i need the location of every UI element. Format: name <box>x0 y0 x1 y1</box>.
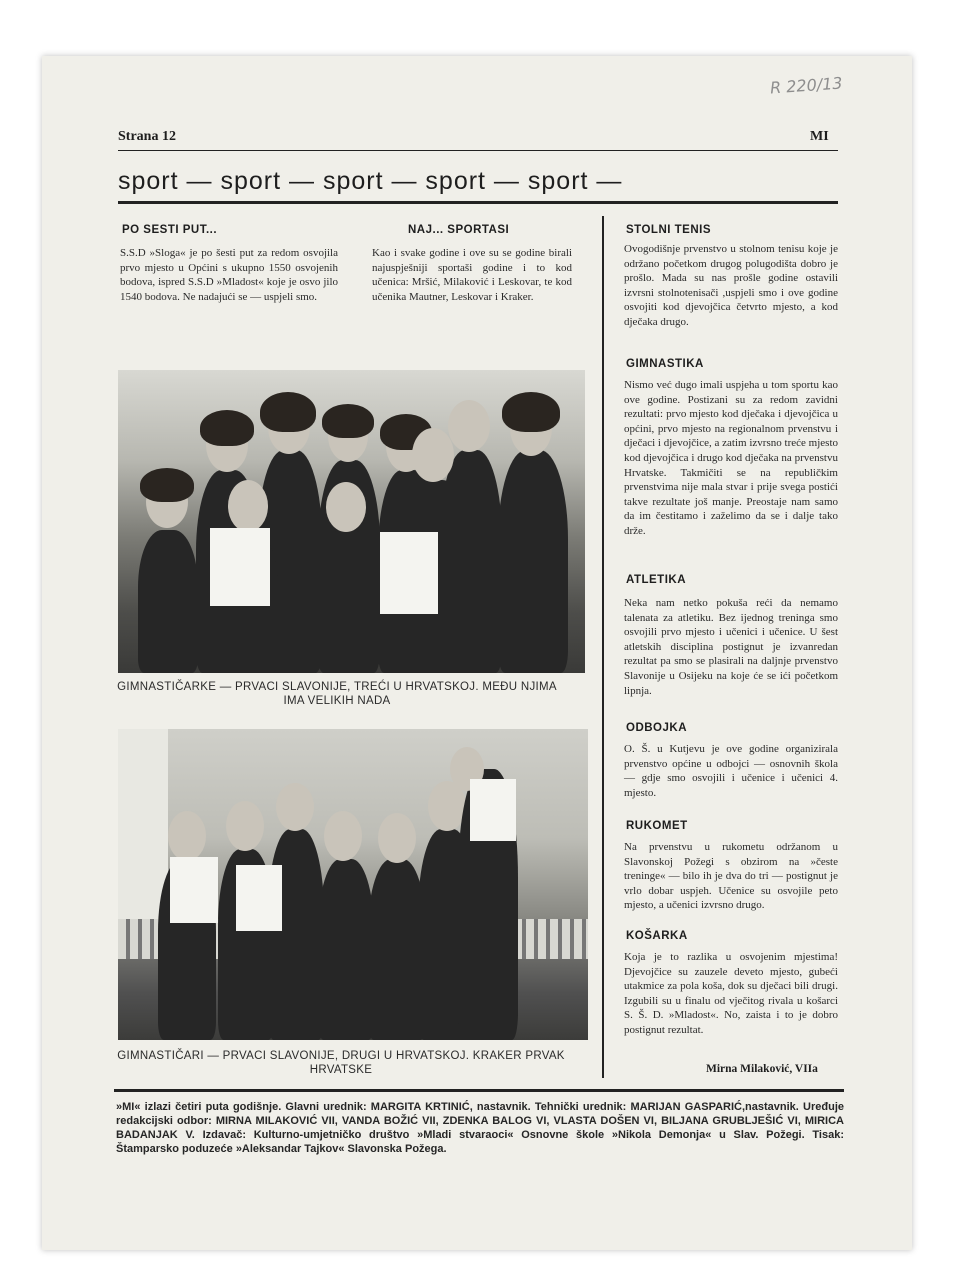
sport-banner: sport — sport — sport — sport — sport — <box>118 167 623 195</box>
article-text-po-sesti-put: S.S.D »Sloga« je po šesti put za redom osvojila prvo mjesto u Općini s ukupno 1550 osvojenih bodova, ispred S.S.D »Mladost« koje je osvo jilo 1540 bodova. Ne nadajući se — uspjeli smo. <box>120 247 338 303</box>
banner-rule <box>118 201 838 204</box>
sidebar-text-rukomet: Na prvenstvu u rukometu održanom u Slavonskoj Požegi s obzirom na »česte treninge« — bilo ih je dva do tri — postignut je vrlo dobar uspjeh. Učenice su osvojile peto mjesto, a učenici izvrsno drugo. <box>624 841 838 912</box>
pencil-annotation: R 220/13 <box>769 73 844 98</box>
column-divider <box>602 216 604 1078</box>
sidebar-heading-odbojka: ODBOJKA <box>626 722 688 734</box>
footer-rule <box>114 1089 844 1092</box>
article-text-naj-sportasi: Kao i svake godine i ove su se godine birali najuspješniji sportaši godine i to kod učenica: Mršić, Milaković i Leskovar, te kod učenika Mautner, Leskovar i Kraker. <box>372 247 572 303</box>
sidebar-text-odbojka: O. Š. u Kutjevu je ove godine organizirala prvenstvo općine u odbojci — osnovnih škola — gdje smo osvojili i učenice i učenici 4. mjesto. <box>624 743 838 799</box>
article-author: Mirna Milaković, VIIa <box>706 1063 818 1075</box>
sidebar-heading-gimnastika: GIMNASTIKA <box>626 358 704 370</box>
article-heading-naj-sportasi: NAJ... SPORTASI <box>408 224 510 236</box>
sidebar-heading-stolni-tenis: STOLNI TENIS <box>626 224 712 236</box>
photo-girls-team <box>118 370 585 673</box>
sidebar-heading-atletika: ATLETIKA <box>626 574 687 586</box>
publication-title: MI <box>810 129 829 144</box>
photo-caption-girls: GIMNASTIČARKE — PRVACI SLAVONIJE, TREĆI U HRVATSKOJ. MEĐU NJIMA IMA VELIKIH NADA <box>117 681 557 707</box>
sidebar-heading-kosarka: KOŠARKA <box>626 930 688 942</box>
article-heading-po-sesti-put: PO SESTI PUT... <box>122 224 218 236</box>
page-number: Strana 12 <box>118 129 176 144</box>
photo-caption-boys: GIMNASTIČARI — PRVACI SLAVONIJE, DRUGI U HRVATSKOJ. KRAKER PRVAK HRVATSKE <box>117 1050 565 1076</box>
sidebar-text-stolni-tenis: Ovogodišnje prvenstvo u stolnom tenisu koje je održano početkom drugog polugodišta dobro je prošlo. Mada su nas prošle godine ostavili izvrsni stolnotenisači ,uspjeli smo i ove godine osvojiti kod djevojčica četvrto mjesto, a kod dječaka drugo. <box>624 243 838 328</box>
header-rule <box>118 150 838 151</box>
sidebar-heading-rukomet: RUKOMET <box>626 820 688 832</box>
sidebar-text-kosarka: Koja je to razlika u osvojenim mjestima! Djevojčice su zauzele deveto mjesto, gubeći utakmice za pola koša, dok su dječaci bili drugi. Izgubili su u finalu od vječitog rivala u košarci S. Š. D. »Mladost«. No, zaista i to je dobro postignut rezultat. <box>624 951 838 1036</box>
photo-boys-team <box>118 729 588 1040</box>
sidebar-text-atletika: Neka nam netko pokuša reći da nemamo talenata za atletiku. Bez ijednog treninga smo osvojili prvo mjesto i učenici i učenice. U šest atletskih disciplina postignut je izvanredan rezultat pa smo se plasirali na daljnje prvenstvo Slavonije u Osijeku na koje će se ići početkom lipnja. <box>624 597 838 697</box>
masthead-footer: »MI« izlazi četiri puta godišnje. Glavni urednik: MARGITA KRTINIĆ, nastavnik. Tehnički urednik: MARIJAN GASPARIĆ,nastavnik. Uređuje redakcijski odbor: MIRNA MILAKOVIĆ VII, VANDA BOŽIĆ VII, ZDENKA BALOG VI, VLASTA DOŠEN VI, BILJANA GRUBLJEŠIĆ VI, MIRICA BADANJAK V. Izdavač: Kulturno-umjetničko društvo »Mladi stvaraoci« Osnovne škole »Nikola Demonja« u Slav. Požegi. Tisak: Štamparsko poduzeće »Aleksandar Tajkov« Slavonska Požega. <box>116 1101 844 1155</box>
sidebar-text-gimnastika: Nismo već dugo imali uspjeha u tom sportu kao ove godine. Postizani su za redom zavidni rezultati: prvo mjesto kod dječaka i djevojčica u općini, prvo mjesto na regionalnom prvenstvu i dječaci i djevojčice, a zatim izvrsno treće mjesto kod djevojčica i drugo kod dječaka na prvenstvu Hrvatske. Takmičiti se na republičkim prvenstvima nije mala stvar i prije svega postići takve rezultate još manje. Preostaje nam samo da im čestitamo i zaželimo da se i dalje tako drže. <box>624 379 838 537</box>
